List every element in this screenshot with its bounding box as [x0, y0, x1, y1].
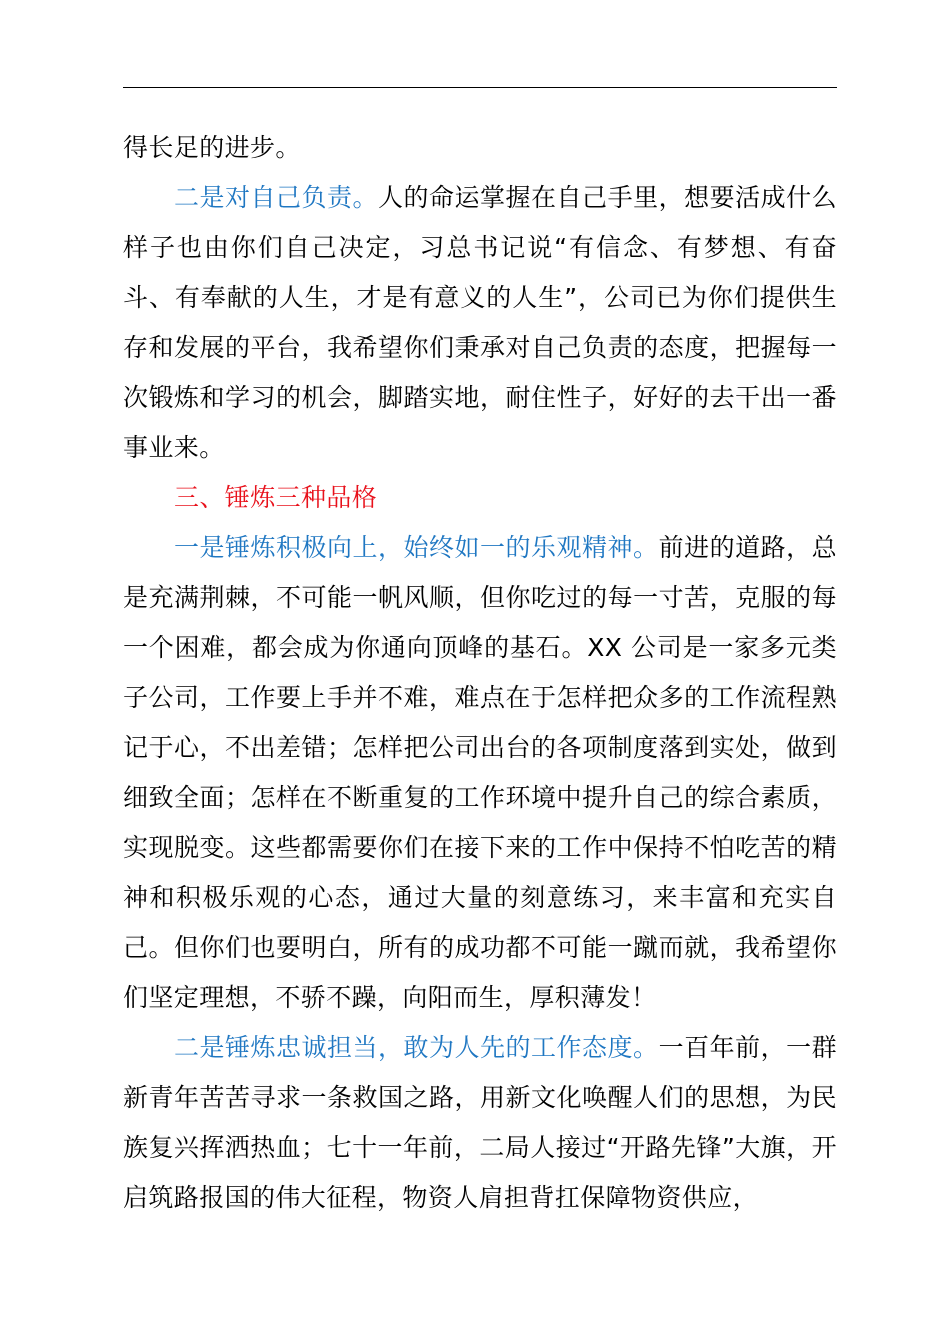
paragraph-text: 一百年前，一群新青年苦苦寻求一条救国之路，用新文化唤醒人们的思想，为民族复兴挥洒热血；七十一年前，二局人接过“开路先锋”大旗，开启筑路报国的伟大征程，物资人肩担背扛保障物资供应， — [123, 1033, 837, 1212]
paragraph-text: 得长足的进步。 — [123, 133, 301, 162]
paragraph-text: 人的命运掌握在自己手里，想要活成什么样子也由你们自己决定，习总书记说“有信念、有梦想、有奋斗、有奉献的人生，才是有意义的人生”，公司已为你们提供生存和发展的平台，我希望你们秉承对自己负责的态度，把握每一次锻炼和学习的机会，脚踏实地，耐住性子，好好的去干出一番事业来。 — [123, 183, 837, 462]
paragraph-text: 前进的道路，总是充满荆棘，不可能一帆风顺，但你吃过的每一寸苦，克服的每一个困难，都会成为你通向顶峰的基石。XX 公司是一家多元类子公司，工作要上手并不难，难点在于怎样把众多的工作流程熟记于心，不出差错；怎样把公司出台的各项制度落到实处，做到细致全面；怎样在不断重复的工作环境中提升自己的综合素质，实现脱变。这些都需要你们在接下来的工作中保持不怕吃苦的精神和积极乐观的心态，通过大量的刻意练习，来丰富和充实自己。但你们也要明白，所有的成功都不可能一蹴而就，我希望你们坚定理想，不骄不躁，向阳而生，厚积薄发！ — [123, 533, 837, 1012]
paragraph-optimism — [123, 523, 837, 1023]
document-body — [123, 123, 837, 1223]
paragraph-loyalty — [123, 1023, 837, 1223]
paragraph-lead: 二是锤炼忠诚担当，敢为人先的工作态度。 — [174, 1033, 659, 1062]
paragraph-lead: 一是锤炼积极向上，始终如一的乐观精神。 — [174, 533, 659, 562]
section-heading: 三、锤炼三种品格 — [174, 483, 378, 512]
paragraph-continuation — [123, 123, 837, 173]
paragraph-lead: 二是对自己负责。 — [174, 183, 379, 212]
header-rule — [123, 87, 837, 88]
paragraph-self-responsibility — [123, 173, 837, 473]
